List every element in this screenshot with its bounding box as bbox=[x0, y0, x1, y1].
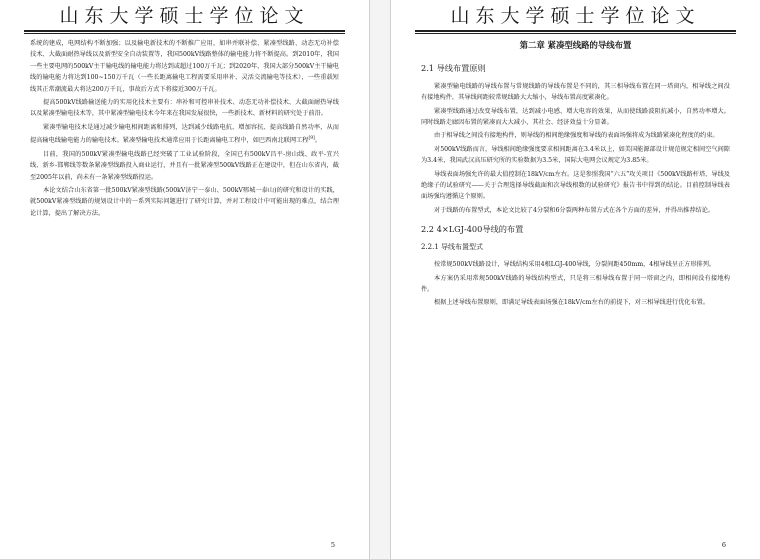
s21-paragraph-1: 紧凑型输电线路的导线布置与常规线路的导线布置是不同的，其三相导线布置在同一塔窗内，相导线之间没有接地构件，其导线间距较常规线路大大缩小，导线布置高度紧凑化。 bbox=[421, 82, 730, 102]
section-2-1-heading: 2.1 导线布置原则 bbox=[421, 63, 486, 74]
left-header-rule-thick bbox=[24, 30, 345, 32]
s21-paragraph-5: 导线表面场强允许的最大值控制在18kV/cm左右。这是参照我国“六五”攻关项目《500kV线路杆塔、导线及绝缘子的试验研究——关于合理选择导线截面和次导线根数的试验研究》报告书中得到的结论。目前控制导线表面场强均遵循这个原则。 bbox=[421, 170, 730, 201]
left-body bbox=[30, 38, 339, 221]
right-header-rule-thin bbox=[415, 33, 736, 34]
left-paragraph-3-text: 紧凑型输电技术是通过减少输电相间距离和排列，达到减少线路电抗、增加容抗、提高线路自然功率，从而提高输电线输电能力的输电技术。紧凑型输电技术通常应用于长距离输电工程中，如巴西南北联网工程 bbox=[30, 123, 339, 145]
s221-paragraph-2: 本方案仍采用常规500kV线路的导线结构型式，只是将三相导线布置于同一塔窗之内，即相间没有接地构件。 bbox=[421, 274, 730, 293]
s21-paragraph-6: 对于线路的布置型式，本论文比较了4分裂和6分裂两种布置方式在各个方面的差异，并得出推荐结论。 bbox=[434, 206, 715, 214]
section-2-2-heading: 2.2 4×LGJ-400导线的布置 bbox=[421, 224, 524, 235]
left-header-rule-thin bbox=[24, 33, 345, 34]
left-paragraph-2: 提高500kV线路输送能力的实用化技术主要有：串补和可控串补技术、动态无功补偿技术、大截面耐热导线以及紧凑型输电技术等，其中紧凑型输电技术今年来在我国发展很快，一些新技术、新材料的研究处于前沿。 bbox=[30, 99, 339, 118]
left-page bbox=[0, 0, 370, 559]
citation-marker: [9] bbox=[308, 136, 315, 142]
right-page-number: 6 bbox=[721, 541, 726, 549]
s21-paragraph-2: 紧凑型线路通过改变导线布置，达到减小电感、增大电容的效果，从而使线路波阻抗减小，自然功率增大。同时线路走廊因布置的紧凑而大大减小，其社会、经济效益十分显著。 bbox=[421, 107, 730, 127]
page-gutter bbox=[370, 0, 390, 559]
s21-paragraph-3: 由于相导线之间没有接地构件，则导线的相间绝缘强度和导线的表面场强将成为线路紧凑化程度的约束。 bbox=[434, 132, 719, 140]
s21-paragraph-4: 对500kV线路而言，导线相间绝缘强度要求相间距离在3.4米以上，如美国能源部设计规范规定相间空气间隙为3.4米，我国武汉高压研究所的实验数据为3.5米，国际大电网会议规定为3.85米。 bbox=[421, 145, 730, 165]
left-paragraph-5: 本论文结合山东省第一批500kV紧凑型线路(500kV济宁一泰山、500kV郓城一泰山)的研究和设计的实践，就500kV紧凑型线路的规划设计中的一系列实际问题进行了研究计算，并对工程设计中可能出现的难点，结合理论计算，提出了解决方法。 bbox=[30, 186, 339, 217]
right-header-rule-thick bbox=[415, 30, 736, 32]
chapter-title: 第二章 紧凑型线路的导线布置 bbox=[519, 40, 632, 50]
left-paragraph-1: 系统的建成，电网结构不断加强；以及输电新技术的不断推广应用，如串并联补偿、紧凑型线路、动态无功补偿技术、大截面耐热导线以及新型安全自动装置等，我国500kV线路整体的输电能力将不断提高。到2010年，我国一些主要电网的500kV主干输电线的输电能力将达到或超过100万千瓦；到2020年，我国大部分500kV主干输电线的输电能力将达到100~150万千瓦（一些长距离输电工程需要采用串补、灵活交流输电等技术），一些重载短线其正常潮流最大将达200万千瓦，事故后方式下将接近300万千瓦。 bbox=[30, 40, 339, 93]
s221-paragraph-3: 根据上述导线布置原则，即满足导线表面场强在18kV/cm左右的前提下，对三相导线进行优化布置。 bbox=[434, 299, 710, 307]
s221-paragraph-1: 按常规500kV线路设计，导线结构采用4根LGJ-400导线，分裂间距450mm，4根导线呈正方形排列。 bbox=[434, 261, 716, 269]
right-page bbox=[390, 0, 760, 559]
left-page-number: 5 bbox=[330, 541, 335, 549]
left-paragraph-3: 紧凑型输电技术是通过减少输电相间距离和排列，达到减少线路电抗、增加容抗、提高线路自然功率，从而提高输电线输电能力的输电技术。紧凑型输电技术通常应用于长距离输电工程中，如巴西南北联网工程[9]。 bbox=[30, 123, 339, 145]
right-body bbox=[421, 38, 730, 311]
right-running-header: 山东大学硕士学位论文 bbox=[450, 5, 701, 27]
left-running-header: 山东大学硕士学位论文 bbox=[59, 5, 310, 27]
section-2-2-1-heading: 2.2.1 导线布置型式 bbox=[421, 242, 484, 251]
left-paragraph-4: 目前，我国的500kV紧凑型输电线路已经突破了工业试验阶段，全国已有500kV昌平-房山线、政平-宜兴线、新乡-邯郸线等数条紧凑型线路投入商业运行，并且有一批紧凑型500kV线路正在建设中，但在山东省内，截至2005年以前，尚未有一条紧凑型线路投运。 bbox=[30, 150, 339, 181]
